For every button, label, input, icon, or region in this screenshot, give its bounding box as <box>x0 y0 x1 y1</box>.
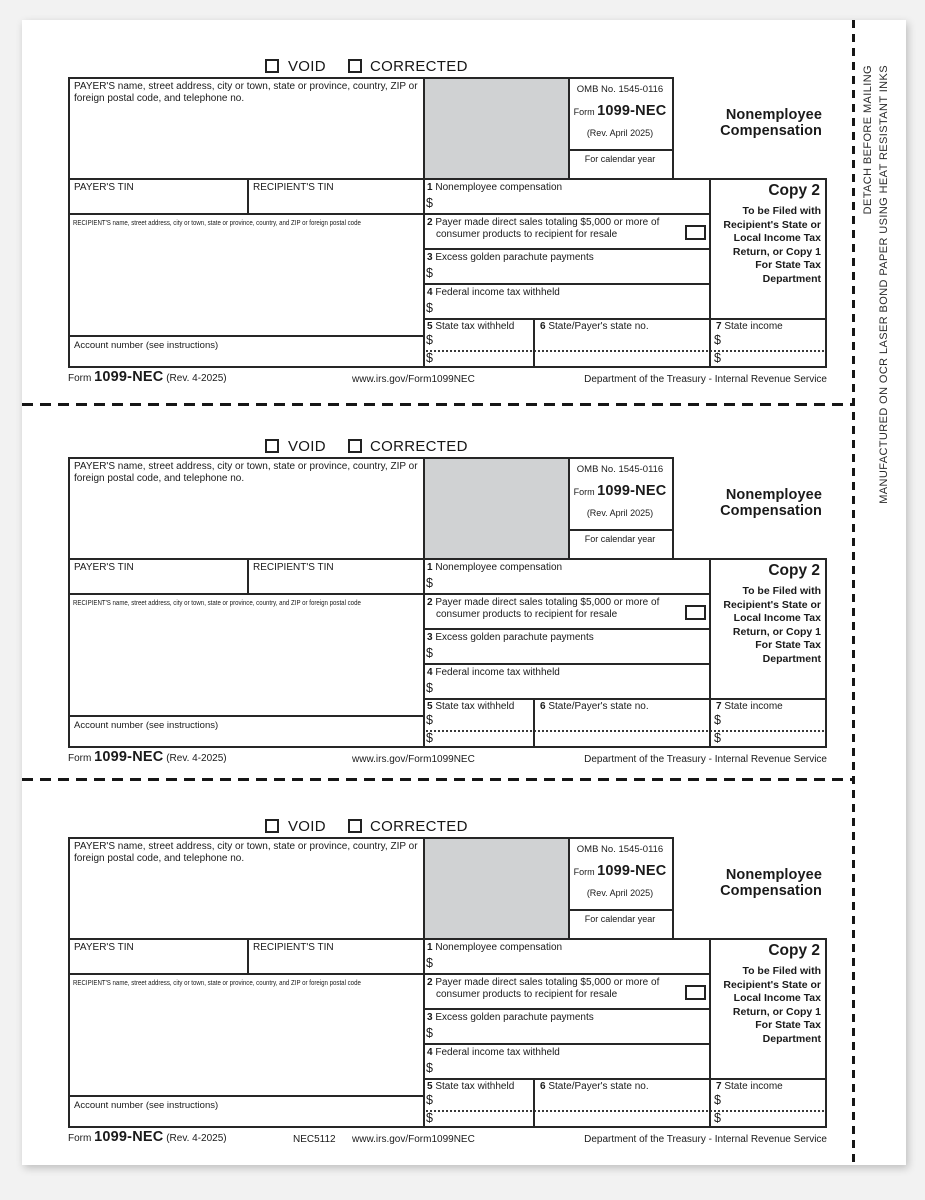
divider-line <box>568 529 672 531</box>
void-corrected-row <box>22 58 906 78</box>
form-number: 1099-NEC <box>597 103 667 119</box>
box5-amount-field-row1[interactable] <box>425 713 531 730</box>
box2-checkbox[interactable] <box>685 225 706 240</box>
divider-line <box>423 1078 827 1080</box>
copy-instructions-line: Department <box>762 652 821 665</box>
recipient-tin-label: RECIPIENT'S TIN <box>253 942 334 953</box>
box2-checkbox[interactable] <box>685 985 706 1000</box>
dollar-sign: $ <box>426 196 433 210</box>
copy-designation: Copy 2 <box>768 942 820 959</box>
treasury-attribution: Department of the Treasury - Internal Revenue Service <box>584 754 827 765</box>
dollar-sign: $ <box>426 681 433 695</box>
irs-url: www.irs.gov/Form1099NEC <box>352 1134 475 1145</box>
shaded-box <box>423 837 568 938</box>
footer-form-word: Form <box>68 753 92 764</box>
copy-instructions <box>709 205 824 287</box>
box2-label: 2 Payer made direct sales totaling $5,000 or more of consumer products to recipient for resale <box>427 597 660 620</box>
copy-instructions-line: For State Tax <box>755 1019 821 1032</box>
form-title-line2: Compensation <box>720 502 822 519</box>
box2-label: 2 Payer made direct sales totaling $5,000 or more of consumer products to recipient for resale <box>427 217 660 240</box>
corrected-label: CORRECTED <box>370 58 468 75</box>
void-label: VOID <box>288 58 326 75</box>
box6-field-row1[interactable] <box>535 713 707 730</box>
dollar-sign: $ <box>714 713 721 727</box>
form-1099-nec-copy <box>22 58 906 438</box>
form-sheet <box>22 20 906 1165</box>
footer-form-id <box>68 369 227 385</box>
divider-line <box>825 178 827 368</box>
copy-instructions-line: Recipient's State or <box>723 218 821 231</box>
box5-amount-field-row1[interactable] <box>425 1093 531 1110</box>
form-number-cell <box>569 103 671 119</box>
dollar-sign: $ <box>426 266 433 280</box>
box6-field-row1[interactable] <box>535 333 707 350</box>
account-number-label: Account number (see instructions) <box>74 1100 219 1111</box>
form-body <box>68 837 827 1128</box>
box6-label: 6 State/Payer's state no. <box>540 321 649 332</box>
footer-revision: (Rev. 4-2025) <box>166 373 227 384</box>
box7-amount-field-row2[interactable] <box>713 732 823 746</box>
divider-line <box>825 938 827 1128</box>
form-title-line1: Nonemployee <box>725 867 822 883</box>
box3-label: 3 Excess golden parachute payments <box>427 632 594 643</box>
copy-instructions-line: Return, or Copy 1 <box>732 1005 821 1018</box>
dollar-sign: $ <box>714 1093 721 1107</box>
dollar-sign: $ <box>426 1093 433 1107</box>
footer-revision: (Rev. 4-2025) <box>166 753 227 764</box>
dollar-sign: $ <box>426 956 433 970</box>
divider-line <box>68 746 827 748</box>
omb-number: OMB No. 1545-0116 <box>576 464 664 475</box>
box5-amount-field-row1[interactable] <box>425 333 531 350</box>
divider-line <box>568 909 672 911</box>
box7-label: 7 State income <box>716 321 783 332</box>
payer-name-label: PAYER'S name, street address, city or town, state or province, country, ZIP or foreign postal code, and telephone no. <box>74 81 418 104</box>
divider-line <box>423 318 827 320</box>
void-label: VOID <box>288 818 326 835</box>
box6-field-row2[interactable] <box>535 352 707 366</box>
box1-label: 1 Nonemployee compensation <box>427 562 563 573</box>
recipient-name-field[interactable] <box>70 975 421 1093</box>
form-number-cell <box>569 483 671 499</box>
irs-url: www.irs.gov/Form1099NEC <box>352 754 475 765</box>
revision-date: (Rev. April 2025) <box>586 508 654 518</box>
form-title-line2: Compensation <box>720 122 822 139</box>
box3-label: 3 Excess golden parachute payments <box>427 1012 594 1023</box>
revision-date: (Rev. April 2025) <box>586 128 654 138</box>
box7-label: 7 State income <box>716 701 783 712</box>
box2-checkbox[interactable] <box>685 605 706 620</box>
recipient-name-label: RECIPIENT'S name, street address, city or town, state or province, country, and ZIP or foreign postal code <box>73 978 361 987</box>
footer-form-word: Form <box>68 1133 92 1144</box>
copy-instructions-line: Local Income Tax <box>733 232 821 245</box>
dollar-sign: $ <box>426 333 433 347</box>
copy-instructions-line: Recipient's State or <box>723 978 821 991</box>
void-corrected-row <box>22 438 906 458</box>
divider-line <box>825 558 827 748</box>
void-checkbox[interactable] <box>265 439 279 453</box>
box5-label: 5 State tax withheld <box>427 701 515 712</box>
payer-tin-label: PAYER'S TIN <box>74 562 134 573</box>
box5-label: 5 State tax withheld <box>427 321 515 332</box>
box6-label: 6 State/Payer's state no. <box>540 1081 649 1092</box>
box2-label: 2 Payer made direct sales totaling $5,000 or more of consumer products to recipient for resale <box>427 977 660 1000</box>
void-corrected-row <box>22 818 906 838</box>
dollar-sign: $ <box>426 1111 433 1125</box>
void-checkbox[interactable] <box>265 59 279 73</box>
copy-designation: Copy 2 <box>768 562 820 579</box>
copy-instructions-line: For State Tax <box>755 639 821 652</box>
form-word: Form <box>573 867 595 877</box>
copy-instructions-line: Return, or Copy 1 <box>732 245 821 258</box>
copy-instructions <box>709 585 824 667</box>
treasury-attribution: Department of the Treasury - Internal Revenue Service <box>584 1134 827 1145</box>
divider-line <box>68 366 827 368</box>
box4-label: 4 Federal income tax withheld <box>427 1047 560 1058</box>
box6-field-row2[interactable] <box>535 732 707 746</box>
dollar-sign: $ <box>426 713 433 727</box>
form-number: 1099-NEC <box>597 483 667 499</box>
copy-instructions-line: Department <box>762 272 821 285</box>
box7-amount-field-row1[interactable] <box>713 1093 823 1110</box>
form-title <box>668 488 824 519</box>
calendar-year-label: For calendar year <box>584 154 656 164</box>
copy-instructions <box>709 965 824 1047</box>
form-number: 1099-NEC <box>597 863 667 879</box>
form-body <box>68 457 827 748</box>
box5-amount-field-row2[interactable] <box>425 1112 531 1126</box>
form-title <box>668 868 824 899</box>
dollar-sign: $ <box>714 1111 721 1125</box>
dollar-sign: $ <box>426 646 433 660</box>
box6-field-row1[interactable] <box>535 1093 707 1110</box>
copy-instructions-line: To be Filed with <box>742 965 821 977</box>
calendar-year-label: For calendar year <box>584 534 656 544</box>
footer-form-number: 1099-NEC <box>94 1129 164 1145</box>
copy-instructions-line: Recipient's State or <box>723 598 821 611</box>
divider-line <box>423 837 425 1128</box>
void-checkbox[interactable] <box>265 819 279 833</box>
box5-amount-field-row2[interactable] <box>425 352 531 366</box>
form-1099-nec-copy <box>22 438 906 818</box>
footer-form-id <box>68 1129 227 1145</box>
copy-designation: Copy 2 <box>768 182 820 199</box>
copy-instructions-line: Local Income Tax <box>733 992 821 1005</box>
dollar-sign: $ <box>426 731 433 745</box>
copy-instructions-line: For State Tax <box>755 259 821 272</box>
shaded-box <box>423 457 568 558</box>
copy-instructions-line: Department <box>762 1032 821 1045</box>
payer-name-label: PAYER'S name, street address, city or town, state or province, country, ZIP or foreign postal code, and telephone no. <box>74 461 418 484</box>
copy-instructions-line: To be Filed with <box>742 585 821 597</box>
form-title-line1: Nonemployee <box>725 107 822 123</box>
footer-form-word: Form <box>68 373 92 384</box>
dollar-sign: $ <box>714 731 721 745</box>
copy-instructions-line: Return, or Copy 1 <box>732 625 821 638</box>
treasury-attribution: Department of the Treasury - Internal Revenue Service <box>584 374 827 385</box>
payer-tin-label: PAYER'S TIN <box>74 182 134 193</box>
footer-form-number: 1099-NEC <box>94 369 164 385</box>
dollar-sign: $ <box>426 576 433 590</box>
dollar-sign: $ <box>426 351 433 365</box>
account-number-label: Account number (see instructions) <box>74 720 219 731</box>
recipient-tin-label: RECIPIENT'S TIN <box>253 562 334 573</box>
divider-line <box>423 77 425 368</box>
divider-line <box>423 457 425 748</box>
dollar-sign: $ <box>426 301 433 315</box>
box4-label: 4 Federal income tax withheld <box>427 667 560 678</box>
manufactured-text: MANUFACTURED ON OCR LASER BOND PAPER USING HEAT RESISTANT INKS <box>877 65 890 504</box>
recipient-name-label: RECIPIENT'S name, street address, city or town, state or province, country, and ZIP or foreign postal code <box>73 598 361 607</box>
revision-date: (Rev. April 2025) <box>586 888 654 898</box>
dollar-sign: $ <box>714 333 721 347</box>
corrected-label: CORRECTED <box>370 438 468 455</box>
dollar-sign: $ <box>426 1061 433 1075</box>
account-number-label: Account number (see instructions) <box>74 340 219 351</box>
dollar-sign: $ <box>426 1026 433 1040</box>
box3-label: 3 Excess golden parachute payments <box>427 252 594 263</box>
corrected-checkbox[interactable] <box>348 59 362 73</box>
box5-amount-field-row2[interactable] <box>425 732 531 746</box>
box7-amount-field-row1[interactable] <box>713 333 823 350</box>
corrected-checkbox[interactable] <box>348 439 362 453</box>
form-1099-nec-copy <box>22 818 906 1198</box>
box7-amount-field-row2[interactable] <box>713 352 823 366</box>
form-body <box>68 77 827 368</box>
box6-label: 6 State/Payer's state no. <box>540 701 649 712</box>
divider-line <box>68 1126 827 1128</box>
corrected-checkbox[interactable] <box>348 819 362 833</box>
box7-amount-field-row1[interactable] <box>713 713 823 730</box>
recipient-name-label: RECIPIENT'S name, street address, city or town, state or province, country, and ZIP or foreign postal code <box>73 218 361 227</box>
form-title-line2: Compensation <box>720 882 822 899</box>
dollar-sign: $ <box>714 351 721 365</box>
void-label: VOID <box>288 438 326 455</box>
corrected-label: CORRECTED <box>370 818 468 835</box>
recipient-name-field[interactable] <box>70 595 421 713</box>
product-code: NEC5112 <box>293 1134 336 1145</box>
box1-label: 1 Nonemployee compensation <box>427 182 563 193</box>
copy-instructions-line: Local Income Tax <box>733 612 821 625</box>
divider-line <box>423 698 827 700</box>
irs-url: www.irs.gov/Form1099NEC <box>352 374 475 385</box>
payer-tin-label: PAYER'S TIN <box>74 942 134 953</box>
box7-amount-field-row2[interactable] <box>713 1112 823 1126</box>
footer-revision: (Rev. 4-2025) <box>166 1133 227 1144</box>
calendar-year-label: For calendar year <box>584 914 656 924</box>
footer-form-id <box>68 749 227 765</box>
box1-label: 1 Nonemployee compensation <box>427 942 563 953</box>
recipient-name-field[interactable] <box>70 215 421 333</box>
footer-form-number: 1099-NEC <box>94 749 164 765</box>
form-title <box>668 108 824 139</box>
box4-label: 4 Federal income tax withheld <box>427 287 560 298</box>
box6-field-row2[interactable] <box>535 1112 707 1126</box>
detach-before-mailing-text: DETACH BEFORE MAILING <box>862 65 874 215</box>
form-word: Form <box>573 107 595 117</box>
copy-instructions-line: To be Filed with <box>742 205 821 217</box>
omb-number: OMB No. 1545-0116 <box>576 844 664 855</box>
form-number-cell <box>569 863 671 879</box>
box7-label: 7 State income <box>716 1081 783 1092</box>
box5-label: 5 State tax withheld <box>427 1081 515 1092</box>
shaded-box <box>423 77 568 178</box>
omb-number: OMB No. 1545-0116 <box>576 84 664 95</box>
recipient-tin-label: RECIPIENT'S TIN <box>253 182 334 193</box>
divider-line <box>568 149 672 151</box>
form-title-line1: Nonemployee <box>725 487 822 503</box>
payer-name-label: PAYER'S name, street address, city or town, state or province, country, ZIP or foreign postal code, and telephone no. <box>74 841 418 864</box>
form-word: Form <box>573 487 595 497</box>
